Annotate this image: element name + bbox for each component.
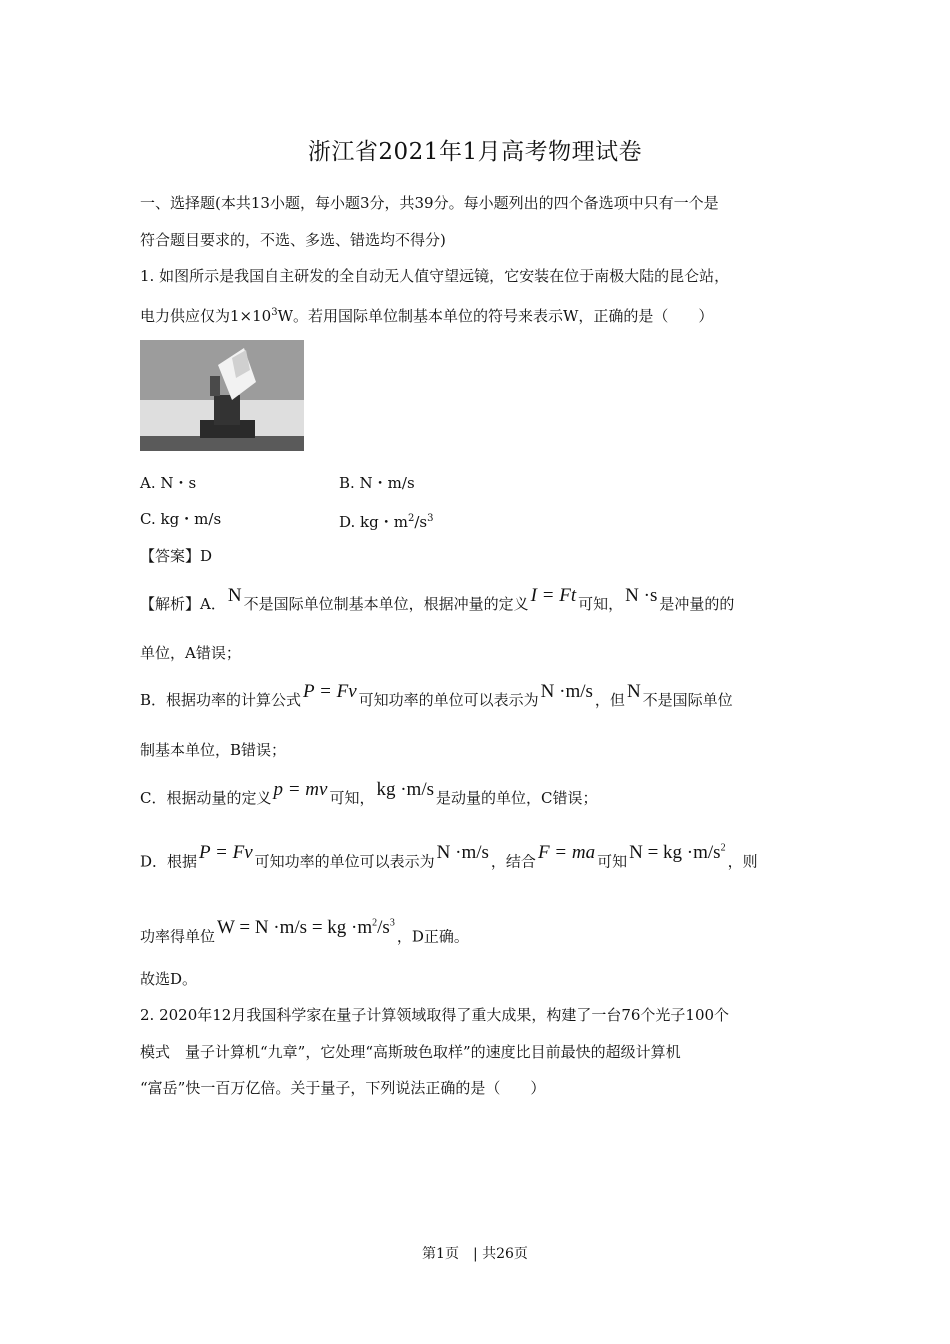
question-1-stem-line-2: 电力供应仅为$1\times 10^3W$。若用国际单位制基本单位的符号来表示W，正确的是（ ） xyxy=(140,307,714,325)
option-b: B. N・m/s xyxy=(339,474,415,492)
analysis-a-line-1: 【解析】A． N 不是国际单位制基本单位，根据冲量的定义 I = Ft 可知， N ·s 是冲量的的 xyxy=(140,585,735,613)
analysis-d-line-2: 功率得单位 W = N ·m/s = kg $\cdot m^2/s^3$，D正确。 xyxy=(140,917,469,946)
analysis-d-line-1: D．根据 P = Fv 可知功率的单位可以表示为 N ·m/s ，结合 F = ma 可知 N = kg $\cdot m/s^2$，则 xyxy=(140,842,758,871)
answer: 【答案】D xyxy=(140,547,213,565)
analysis-b-line-1: B．根据功率的计算公式 P = Fv 可知功率的单位可以表示为 N ·m/s ，但 N 不是国际单位 xyxy=(140,681,733,709)
analysis-conclusion: 故选D。 xyxy=(140,970,198,988)
analysis-b-line-2: 制基本单位，B错误； xyxy=(140,741,287,759)
analysis-c: C．根据动量的定义 p = mv 可知， kg ·m/s 是动量的单位，C错误； xyxy=(140,779,598,807)
question-2-line-2: 模式 量子计算机“九章”，它处理“高斯玻色取样”的速度比目前最快的超级计算机 xyxy=(140,1043,681,1061)
section-heading-line-1: 一、选择题(本共13小题，每小题3分，共39分。每小题列出的四个备选项中只有一个是 xyxy=(140,194,719,212)
question-2-line-1: 2. 2020年12月我国科学家在量子计算领域取得了重大成果，构建了一台76个光子100个 xyxy=(140,1006,730,1024)
question-2-line-3: “富岳”快一百万亿倍。关于量子，下列说法正确的是（ ） xyxy=(140,1079,546,1097)
telescope-photo xyxy=(140,340,304,451)
page-title: 浙江省2021年1月高考物理试卷 xyxy=(307,139,643,165)
option-c: C. kg・m/s xyxy=(140,510,222,528)
analysis-a-line-2: 单位，A错误； xyxy=(140,644,241,662)
page-footer: 第1页 | 共26页 xyxy=(422,1246,528,1262)
option-a: A. N・s xyxy=(140,474,197,492)
question-1-stem-line-1: 1. 如图所示是我国自主研发的全自动无人值守望远镜，它安装在位于南极大陆的昆仑站， xyxy=(140,267,730,285)
option-d: D. kg・$m^2/s^3$ xyxy=(339,513,434,531)
telescope-image xyxy=(140,340,304,451)
section-heading-line-2: 符合题目要求的，不选、多选、错选均不得分) xyxy=(140,231,446,249)
